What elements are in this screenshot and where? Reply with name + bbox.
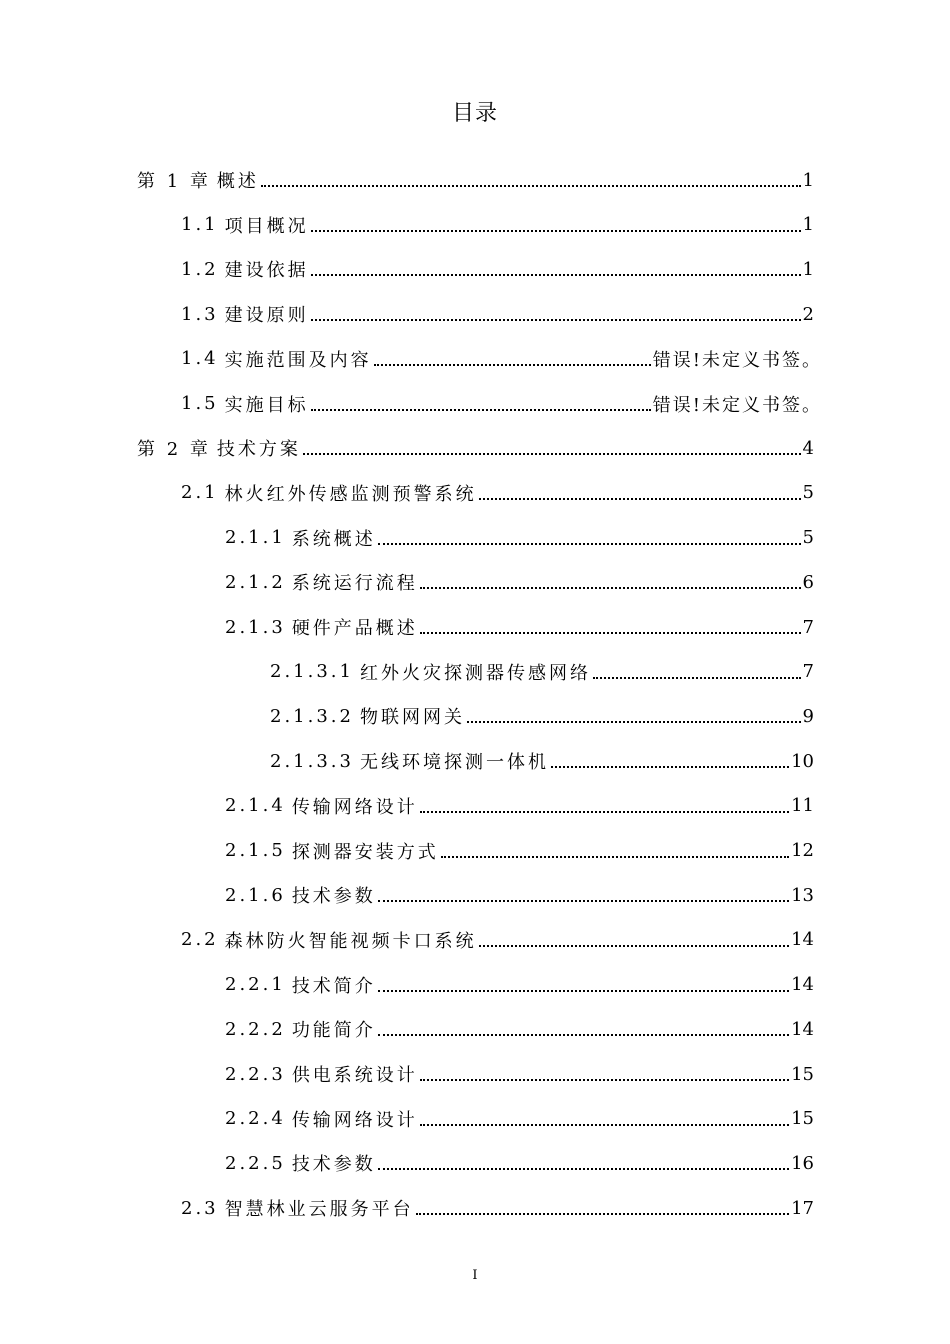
toc-entry-page: 15	[791, 1063, 814, 1085]
toc-entry-number: 2.1.2	[225, 571, 286, 593]
toc-entry-label: 技术参数	[291, 886, 376, 908]
toc-entry-label: 技术方案	[216, 439, 301, 461]
toc-entry[interactable]	[225, 1141, 814, 1185]
toc-entry-number: 2.3	[181, 1197, 219, 1219]
toc-entry[interactable]	[270, 739, 814, 783]
toc-entry-page: 7	[802, 661, 814, 683]
toc-dot-leader	[420, 587, 801, 589]
toc-entry[interactable]	[181, 918, 814, 962]
toc-entry-page: 17	[791, 1197, 814, 1219]
page-number-footer: I	[472, 1268, 478, 1283]
toc-entry-number: 2.1.3.2	[270, 705, 354, 727]
toc-dot-leader	[303, 453, 801, 455]
toc-entry-label: 技术简介	[291, 975, 376, 997]
toc-entry-page: 1	[802, 169, 814, 191]
toc-entry-number: 1.4	[181, 348, 219, 370]
toc-entry-label: 概述	[216, 171, 259, 192]
toc-dot-leader	[311, 319, 801, 321]
toc-dot-leader	[420, 1079, 789, 1081]
toc-entry-page: 1	[802, 258, 814, 280]
toc-dot-leader	[378, 1168, 789, 1170]
toc-dot-leader	[378, 1034, 789, 1036]
toc-entry-label: 供电系统设计	[291, 1065, 418, 1086]
toc-entry-label: 功能简介	[291, 1020, 376, 1042]
toc-entry[interactable]	[225, 963, 814, 1007]
toc-entry-page: 14	[791, 974, 814, 996]
toc-dot-leader	[441, 856, 789, 858]
toc-entry-number: 1.3	[181, 303, 219, 325]
toc-entry-page: 7	[802, 616, 814, 638]
toc-entry-number: 1.5	[181, 393, 219, 414]
toc-entry-number: 2.2.2	[225, 1018, 286, 1040]
toc-entry-page: 12	[791, 840, 814, 861]
toc-entry-page: 11	[791, 795, 814, 817]
toc-entry[interactable]	[181, 471, 814, 515]
toc-entry[interactable]	[225, 1097, 814, 1141]
toc-entry-page: 6	[802, 571, 814, 593]
toc-entry[interactable]	[181, 382, 822, 426]
toc-entry-number: 2.2.4	[225, 1108, 286, 1130]
toc-entry-page: 5	[802, 482, 814, 504]
toc-entry[interactable]	[225, 829, 814, 873]
toc-entry[interactable]	[270, 650, 814, 694]
toc-entry-label: 物联网网关	[359, 707, 465, 729]
toc-entry[interactable]	[181, 1186, 814, 1230]
toc-entry-label: 智慧林业云服务平台	[224, 1199, 414, 1221]
toc-entry-number: 2.1.4	[225, 795, 286, 817]
toc-dot-leader	[593, 677, 801, 679]
toc-entry-page: 错误!未定义书签。	[652, 394, 822, 416]
toc-entry[interactable]	[137, 426, 814, 470]
toc-entry-page: 16	[791, 1152, 814, 1174]
toc-entry-number: 2.2.1	[225, 974, 286, 996]
toc-entry[interactable]	[225, 516, 814, 560]
toc-entry-page: 4	[802, 437, 814, 459]
toc-entry-label: 系统概述	[291, 528, 376, 550]
toc-entry-page: 1	[802, 214, 814, 236]
toc-dot-leader	[420, 1124, 789, 1126]
toc-entry-page: 14	[791, 1018, 814, 1040]
toc-dot-leader	[311, 409, 651, 411]
toc-entry-label: 实施范围及内容	[224, 349, 372, 371]
toc-entry[interactable]	[225, 873, 814, 917]
toc-entry[interactable]	[181, 247, 814, 291]
toc-entry-label: 林火红外传感监测预警系统	[224, 483, 477, 505]
toc-dot-leader	[378, 990, 789, 992]
toc-entry-number: 2.2.3	[225, 1063, 286, 1085]
toc-entry-label: 传输网络设计	[291, 1109, 418, 1131]
toc-entry-number: 2.2.5	[225, 1152, 286, 1174]
toc-entry-label: 项目概况	[224, 215, 309, 237]
toc-entry-label: 系统运行流程	[291, 573, 418, 595]
toc-title: 目录	[451, 101, 498, 126]
toc-entry-label: 传输网络设计	[291, 796, 418, 818]
toc-entry-number: 1.1	[181, 214, 219, 236]
toc-entry-label: 森林防火智能视频卡口系统	[224, 930, 477, 952]
toc-dot-leader	[311, 230, 801, 232]
toc-entry-number: 2.1.6	[225, 884, 286, 906]
toc-entry[interactable]	[181, 292, 814, 336]
toc-entry[interactable]	[137, 158, 814, 202]
toc-entry-number: 2.1.5	[225, 840, 286, 861]
toc-entry[interactable]	[270, 694, 814, 738]
toc-entry-label: 无线环境探测一体机	[359, 752, 549, 774]
toc-entry-label: 实施目标	[224, 394, 309, 416]
toc-entry[interactable]	[181, 337, 822, 381]
toc-entry-page: 错误!未定义书签。	[652, 349, 822, 371]
toc-entry-number: 第 2 章	[137, 439, 211, 461]
toc-entry-number: 2.1.1	[225, 527, 286, 549]
toc-dot-leader	[378, 900, 789, 902]
toc-dot-leader	[374, 364, 651, 366]
toc-entry-page: 2	[802, 303, 814, 325]
toc-dot-leader	[420, 632, 801, 634]
toc-entry[interactable]	[181, 203, 814, 247]
toc-entry-label: 探测器安装方式	[291, 841, 439, 863]
toc-dot-leader	[261, 185, 801, 187]
toc-dot-leader	[311, 274, 801, 276]
toc-entry[interactable]	[225, 560, 814, 604]
toc-entry[interactable]	[225, 784, 814, 828]
toc-entry-page: 10	[791, 750, 814, 772]
toc-entry[interactable]	[225, 605, 814, 649]
toc-entry-page: 13	[791, 884, 814, 906]
toc-entry-number: 2.1.3	[225, 616, 286, 638]
toc-entry-page: 15	[791, 1108, 814, 1130]
toc-entry-label: 技术参数	[291, 1154, 376, 1176]
toc-entry-number: 第 1 章	[137, 171, 211, 192]
toc-entry-page: 9	[802, 705, 814, 727]
toc-entry-label: 硬件产品概述	[291, 618, 418, 639]
toc-dot-leader	[416, 1213, 789, 1215]
toc-entry-number: 2.1.3.1	[270, 661, 354, 683]
toc-entry-label: 红外火灾探测器传感网络	[359, 662, 591, 684]
toc-entry-label: 建设原则	[224, 305, 309, 327]
toc-entry[interactable]	[225, 1052, 814, 1096]
toc-dot-leader	[467, 721, 801, 723]
toc-dot-leader	[479, 945, 789, 947]
toc-dot-leader	[420, 811, 789, 813]
toc-entry-page: 14	[791, 929, 814, 951]
toc-dot-leader	[479, 498, 801, 500]
toc-entry-number: 2.2	[181, 929, 219, 951]
toc-entry-page: 5	[802, 527, 814, 549]
toc-dot-leader	[551, 766, 789, 768]
toc-dot-leader	[378, 543, 801, 545]
toc-entry-number: 2.1.3.3	[270, 750, 354, 772]
toc-entry[interactable]	[225, 1007, 814, 1051]
toc-entry-number: 2.1	[181, 482, 219, 504]
toc-entry-label: 建设依据	[224, 260, 309, 282]
toc-entry-number: 1.2	[181, 258, 219, 280]
